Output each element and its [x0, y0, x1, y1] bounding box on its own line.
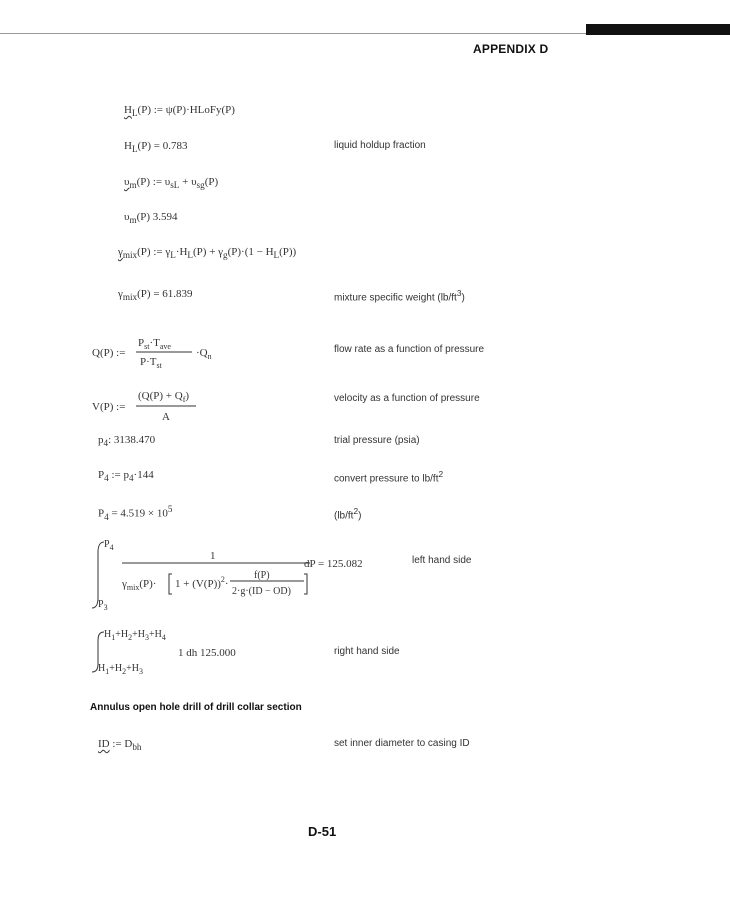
- equation-vm-definition: $\upsilon_m(P)$ := $\upsilon_{sL} + \upsilon_{sg}(P)$: [124, 176, 219, 191]
- p4-trial-description: trial pressure (psia): [334, 435, 420, 446]
- gamma-mix-description: mixture specific weight $(lb/ft^3)$: [334, 288, 465, 304]
- rhs-description: right hand side: [334, 646, 400, 657]
- equation-gamma-mix-definition: $\gamma_{mix}(P)$ := $\gamma_L\cdot H_L(P) + \gamma_g(P)\cdot(1 - H_L(P))$: [118, 246, 297, 261]
- svg-text:H1+H2+H3+H4: $H_1+H_2+H_3+H_4$: [104, 629, 166, 642]
- svg-text:·Qn: $\cdot Q_n$: [196, 347, 212, 361]
- svg-text:dP = 125.082: dP = 125.082: [304, 558, 363, 570]
- equation-v-definition: [92, 384, 292, 428]
- header-tab-bar: [586, 24, 730, 35]
- section-title: Annulus open hole drill of drill collar section: [90, 702, 302, 713]
- svg-text:A: A: [162, 411, 170, 423]
- p4-convert-description: convert pressure to $lb/ft^2$: [334, 469, 444, 485]
- equation-id-definition: ID := $D_{bh}$: [98, 738, 142, 753]
- equation-lhs-integral: [92, 536, 392, 614]
- q-description: flow rate as a function of pressure: [334, 344, 485, 355]
- hl-description: liquid holdup fraction: [334, 140, 426, 151]
- equation-p4-value: $P_4 = 4.519 \times 10^5$: [98, 504, 173, 522]
- svg-text:1: 1: [210, 550, 216, 562]
- equation-hl-definition: $H_L(P)$ := ψ(P)·HLoFy(P): [124, 104, 235, 119]
- svg-text:P·Tst: $P\cdot T_{st}$: [140, 356, 162, 370]
- svg-text:2·g·(ID − OD): 2·g·(ID − OD): [232, 586, 291, 597]
- page-number: D-51: [308, 824, 337, 839]
- equation-hl-value: $H_L(P) = 0.783$: [124, 140, 188, 155]
- equation-gamma-mix-value: $\gamma_{mix}(P) = 61.839$: [118, 288, 193, 303]
- svg-text:V(P) :=: V(P) :=: [92, 401, 126, 413]
- svg-text:1 + (V(P))2·: $1 + (V(P))^2\cdot$: [175, 575, 229, 590]
- svg-text:1 dh 125.000: 1 dh 125.000: [178, 647, 236, 659]
- v-description: velocity as a function of pressure: [334, 393, 480, 404]
- svg-text:P3: $P_3$: [98, 599, 108, 612]
- svg-text:(Q(P) + Qf): $(Q(P) + Q_f)$: [138, 390, 190, 404]
- equation-q-definition: [92, 332, 292, 376]
- equation-p4-convert: $P_4$ := $p_4\cdot 144$: [98, 469, 154, 484]
- p4-value-description: $(lb/ft^2)$: [334, 506, 362, 522]
- svg-text:H1+H2+H3: $H_1+H_2+H_3$: [98, 663, 143, 676]
- svg-text:P4: $P_4$: [104, 539, 114, 552]
- svg-text:Pst·Tave: $P_{st}\cdot T_{ave}$: [138, 337, 171, 351]
- equation-p4-trial: $p_4$: 3138.470: [98, 434, 156, 449]
- equation-vm-value: $\upsilon_m(P)$ 3.594: [124, 211, 178, 226]
- svg-text:f(P): f(P): [254, 570, 270, 581]
- lhs-description: left hand side: [412, 555, 472, 566]
- svg-text:γmix(P)·: $\gamma_{mix}(P)\cdot$: [122, 578, 157, 592]
- appendix-title: APPENDIX D: [473, 42, 549, 56]
- id-description: set inner diameter to casing ID: [334, 738, 470, 749]
- svg-text:Q(P) :=: Q(P) :=: [92, 347, 126, 359]
- equation-rhs-integral: [92, 626, 332, 678]
